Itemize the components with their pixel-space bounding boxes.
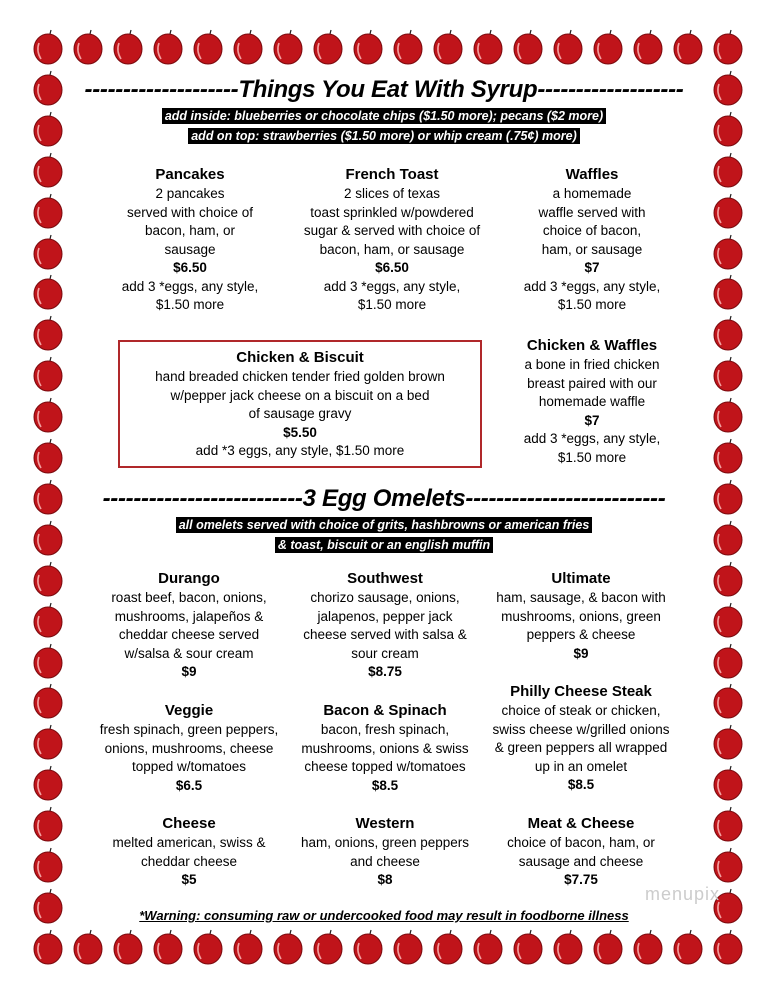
apple-icon	[30, 29, 66, 65]
item-price: $6.50	[173, 260, 207, 275]
apple-icon	[710, 929, 746, 965]
apple-icon	[710, 643, 746, 679]
item-addon-line: $1.50 more	[357, 297, 427, 312]
apple-icon	[30, 806, 66, 842]
omelets-section-header: --------------------------3 Egg Omelets--------------------------	[102, 485, 666, 512]
item-description-line: roast beef, bacon, onions,	[111, 590, 267, 605]
apple-icon	[30, 193, 66, 229]
apple-icon	[190, 29, 226, 65]
apple-icon	[390, 29, 426, 65]
item-description-line: cheddar cheese served	[118, 627, 260, 642]
item-description-line: sour cream	[351, 645, 419, 661]
apple-icon	[350, 29, 386, 65]
item-price: $6.5	[175, 777, 203, 793]
item-description-line: cheese served with salsa &	[303, 627, 467, 642]
apple-icon	[430, 929, 466, 965]
menu-item-meat-and-cheese	[476, 814, 686, 890]
apple-icon	[630, 929, 666, 965]
item-description-line: breast paired with our	[527, 375, 657, 391]
item-title: Pancakes	[155, 166, 225, 183]
item-description-line: mushrooms, onions & swiss	[301, 740, 469, 756]
item-description-line: ham, sausage, & bacon with	[496, 590, 666, 605]
apple-icon	[710, 806, 746, 842]
omelets-note-sides-text: all omelets served with choice of grits, hashbrowns or american fries	[176, 517, 593, 533]
item-description-line: w/pepper jack cheese on a biscuit on a bed	[170, 387, 430, 403]
item-price: $8.5	[371, 777, 399, 793]
apple-icon	[710, 602, 746, 638]
apple-icon	[270, 929, 306, 965]
apple-icon	[70, 29, 106, 65]
item-addon-line: add *3 eggs, any style, $1.50 more	[195, 443, 405, 458]
apple-icon	[710, 765, 746, 801]
item-description-line: choice of bacon,	[542, 223, 642, 238]
item-description-line: fresh spinach, green peppers,	[99, 722, 279, 737]
menu-item-chicken-and-biscuit	[120, 348, 480, 461]
featured-item-box	[118, 340, 482, 468]
omelets-note-bread-text: & toast, biscuit or an english muffin	[275, 537, 493, 553]
apple-icon	[230, 29, 266, 65]
item-addon-line: add 3 *eggs, any style,	[121, 278, 259, 294]
apple-icon	[310, 29, 346, 65]
apple-icon	[630, 29, 666, 65]
item-title: Bacon & Spinach	[323, 702, 447, 719]
item-price: $5	[181, 872, 197, 887]
item-description-line: ham, onions, green peppers	[300, 835, 470, 850]
apple-icon	[30, 561, 66, 597]
item-price: $9	[573, 645, 589, 661]
apple-icon	[430, 29, 466, 65]
menu-item-ultimate	[476, 569, 686, 663]
item-description-line: bacon, ham, or	[144, 223, 236, 238]
item-description-line: bacon, ham, or sausage	[319, 241, 465, 257]
item-addon-line: $1.50 more	[557, 449, 627, 465]
item-description-line: mushrooms, onions, green	[501, 608, 661, 624]
apple-icon	[710, 438, 746, 474]
menu-item-french-toast	[287, 165, 497, 315]
apple-icon	[30, 847, 66, 883]
omelets-note-sides	[0, 516, 768, 534]
apple-icon	[310, 929, 346, 965]
item-title: Waffles	[565, 166, 619, 183]
apple-icon	[510, 929, 546, 965]
item-description-line: w/salsa & sour cream	[124, 645, 254, 661]
item-title: Meat & Cheese	[527, 815, 635, 832]
apple-icon	[30, 356, 66, 392]
item-description-line: 2 pancakes	[155, 186, 225, 201]
apple-icon	[270, 29, 306, 65]
item-description-line: ham, or sausage	[541, 241, 643, 257]
apple-icon	[710, 315, 746, 351]
syrup-section-header: --------------------Things You Eat With Syrup-------------------	[84, 76, 684, 103]
apple-icon	[150, 29, 186, 65]
apple-icon	[30, 397, 66, 433]
apple-icon	[710, 847, 746, 883]
apple-icon	[590, 929, 626, 965]
apple-icon	[670, 929, 706, 965]
item-description-line: toast sprinkled w/powdered	[310, 204, 474, 220]
item-price: $7.75	[564, 872, 598, 887]
food-warning: *Warning: consuming raw or undercooked food may result in foodborne illness	[139, 908, 629, 923]
item-price: $5.50	[283, 424, 317, 440]
item-title: French Toast	[345, 166, 439, 183]
apple-icon	[30, 643, 66, 679]
item-description-line: jalapenos, pepper jack	[317, 608, 453, 624]
item-title: Veggie	[164, 702, 214, 719]
item-description-line: bacon, fresh spinach,	[320, 722, 450, 737]
item-title: Ultimate	[551, 570, 611, 587]
apple-icon	[710, 683, 746, 719]
apple-icon	[510, 29, 546, 65]
menu-item-western	[280, 814, 490, 890]
apple-icon	[710, 397, 746, 433]
apple-icon	[30, 602, 66, 638]
item-title: Philly Cheese Steak	[510, 683, 652, 700]
apple-icon	[30, 683, 66, 719]
item-description-line: choice of steak or chicken,	[501, 703, 661, 718]
item-description-line: served with choice of	[126, 204, 254, 220]
watermark: menupix	[645, 884, 721, 904]
item-price: $8.75	[368, 664, 402, 679]
item-title: Durango	[158, 570, 220, 587]
item-description-line: waffle served with	[538, 204, 646, 220]
item-title: Chicken & Waffles	[526, 337, 658, 354]
item-addon-line: $1.50 more	[155, 297, 225, 312]
menu-item-philly-cheese-steak	[476, 682, 686, 795]
apple-icon	[30, 315, 66, 351]
item-description-line: homemade waffle	[538, 394, 646, 409]
menu-item-bacon-and-spinach	[280, 701, 490, 795]
item-description-line: sausage and cheese	[518, 853, 644, 869]
item-description-line: onions, mushrooms, cheese	[104, 740, 274, 756]
apple-icon	[550, 29, 586, 65]
item-description-line: sugar & served with choice of	[303, 223, 481, 238]
item-description-line: melted american, swiss &	[112, 835, 266, 850]
apple-icon	[590, 29, 626, 65]
apple-icon	[110, 929, 146, 965]
item-description-line: swiss cheese w/grilled onions	[492, 721, 670, 737]
apple-icon	[30, 438, 66, 474]
apple-icon	[230, 929, 266, 965]
syrup-note-top-text: add on top: strawberries ($1.50 more) or whip cream (.75¢) more)	[188, 128, 580, 144]
apple-icon	[30, 274, 66, 310]
item-description-line: & green peppers all wrapped	[494, 740, 668, 755]
item-title: Southwest	[347, 570, 423, 587]
item-addon-line: add 3 *eggs, any style,	[523, 278, 661, 294]
apple-icon	[150, 929, 186, 965]
apple-icon	[350, 929, 386, 965]
item-description-line: 2 slices of texas	[343, 186, 441, 201]
apple-icon	[190, 929, 226, 965]
apple-icon	[70, 929, 106, 965]
item-title: Chicken & Biscuit	[236, 349, 364, 366]
omelets-note-bread	[0, 536, 768, 554]
apple-icon	[30, 152, 66, 188]
apple-icon	[670, 29, 706, 65]
item-description-line: a homemade	[552, 186, 632, 201]
item-price: $9	[181, 664, 197, 679]
item-price: $6.50	[375, 260, 409, 275]
item-description-line: up in an omelet	[534, 758, 628, 774]
apple-icon	[390, 929, 426, 965]
item-price: $7	[584, 260, 600, 275]
apple-icon	[30, 234, 66, 270]
menu-item-pancakes	[85, 165, 295, 315]
item-description-line: sausage	[164, 241, 216, 257]
item-description-line: a bone in fried chicken	[524, 357, 660, 372]
apple-icon	[710, 724, 746, 760]
menu-item-southwest	[280, 569, 490, 682]
syrup-note-inside	[0, 107, 768, 125]
apple-icon	[30, 724, 66, 760]
item-price: $8	[377, 872, 393, 887]
apple-icon	[710, 274, 746, 310]
apple-icon	[470, 929, 506, 965]
apple-icon	[470, 29, 506, 65]
item-description-line: mushrooms, jalapeños &	[114, 608, 264, 624]
apple-icon	[710, 29, 746, 65]
item-price: $7	[584, 412, 600, 428]
apple-icon	[710, 356, 746, 392]
syrup-note-top	[0, 127, 768, 145]
menu-item-durango	[84, 569, 294, 682]
apple-icon	[710, 234, 746, 270]
item-description-line: chorizo sausage, onions,	[310, 590, 460, 605]
item-addon-line: add 3 *eggs, any style,	[323, 278, 461, 294]
menu-item-cheese	[84, 814, 294, 890]
apple-icon	[710, 193, 746, 229]
menu-item-chicken-and-waffles	[487, 336, 697, 467]
item-addon-line: add 3 *eggs, any style,	[523, 431, 661, 446]
item-description-line: of sausage gravy	[248, 406, 352, 421]
item-description-line: topped w/tomatoes	[131, 759, 247, 774]
apple-icon	[30, 929, 66, 965]
apple-icon	[110, 29, 146, 65]
syrup-note-inside-text: add inside: blueberries or chocolate chips ($1.50 more); pecans ($2 more)	[162, 108, 606, 124]
item-description-line: cheese topped w/tomatoes	[304, 759, 466, 774]
apple-icon	[710, 152, 746, 188]
apple-icon	[710, 561, 746, 597]
item-description-line: choice of bacon, ham, or	[507, 835, 655, 850]
item-description-line: cheddar cheese	[140, 853, 238, 869]
item-title: Western	[355, 815, 415, 832]
item-description-line: and cheese	[350, 853, 420, 869]
menu-item-veggie	[84, 701, 294, 795]
item-description-line: hand breaded chicken tender fried golden brown	[155, 369, 445, 384]
apple-icon	[550, 929, 586, 965]
menu-item-waffles	[487, 165, 697, 315]
item-title: Cheese	[162, 815, 216, 832]
item-description-line: peppers & cheese	[526, 627, 636, 642]
apple-icon	[30, 765, 66, 801]
item-price: $8.5	[567, 777, 595, 792]
item-addon-line: $1.50 more	[557, 297, 627, 312]
